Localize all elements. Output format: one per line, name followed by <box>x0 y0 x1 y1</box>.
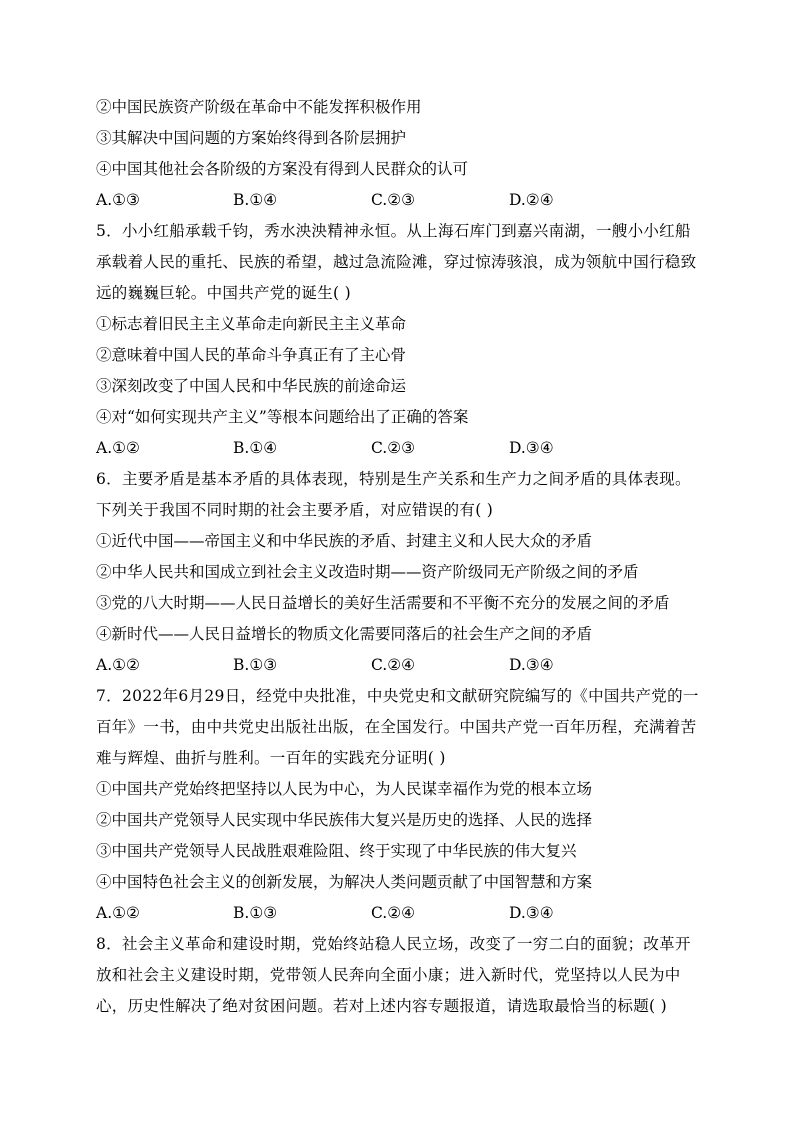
q8-stem: 8．社会主义革命和建设时期，党始终站稳人民立场，改变了一穷二白的面貌；改革开放和社会主义建设时期，党带领人民奔向全面小康；进入新时代，党坚持以人民为中心，历史性解决了绝对贫困问题。若对上述内容专题报道，请选取最恰当的标题( ) <box>96 935 691 1015</box>
question-content <box>96 92 706 1022</box>
q6-statement-1: ①近代中国——帝国主义和中华民族的矛盾、封建主义和人民大众的矛盾 <box>96 532 593 550</box>
question-7 <box>96 681 706 929</box>
q4-options <box>96 185 706 216</box>
q5-statement-4: ④对“如何实现共产主义”等根本问题给出了正确的答案 <box>96 408 469 426</box>
q5-option-a[interactable]: A.①② <box>96 439 140 457</box>
q6-option-c[interactable]: C.②④ <box>371 656 416 674</box>
q4-statement-2: ②中国民族资产阶级在革命中不能发挥积极作用 <box>96 98 422 116</box>
q6-statement-4: ④新时代——人民日益增长的物质文化需要同落后的社会生产之间的矛盾 <box>96 625 593 643</box>
q4-option-d[interactable]: D.②④ <box>509 191 554 209</box>
q5-option-d[interactable]: D.③④ <box>509 439 554 457</box>
q4-option-b[interactable]: B.①④ <box>233 191 278 209</box>
question-4 <box>96 92 706 216</box>
q4-option-a[interactable]: A.①③ <box>96 191 140 209</box>
q5-statement-3: ③深刻改变了中国人民和中华民族的前途命运 <box>96 377 407 395</box>
q5-option-b[interactable]: B.①④ <box>233 439 278 457</box>
q4-option-c[interactable]: C.②③ <box>371 191 416 209</box>
q5-statement-1: ①标志着旧民主主义革命走向新民主主义革命 <box>96 315 407 333</box>
q6-statement-3: ③党的八大时期——人民日益增长的美好生活需要和不平衡不充分的发展之间的矛盾 <box>96 594 670 612</box>
q6-option-a[interactable]: A.①② <box>96 656 140 674</box>
q7-statement-1: ①中国共产党始终把坚持以人民为中心，为人民谋幸福作为党的根本立场 <box>96 780 593 798</box>
q6-option-d[interactable]: D.③④ <box>509 656 554 674</box>
q5-stem: 5．小小红船承载千钧，秀水泱泱精神永恒。从上海石库门到嘉兴南湖，一艘小小红船承载着人民的重托、民族的希望，越过急流险滩，穿过惊涛骇浪，成为领航中国行稳致远的巍巍巨轮。中国共产党的诞生( ) <box>96 222 697 302</box>
question-6 <box>96 464 706 681</box>
q7-statement-3: ③中国共产党领导人民战胜艰难险阻、终于实现了中华民族的伟大复兴 <box>96 842 577 860</box>
q5-options <box>96 433 706 464</box>
q7-option-c[interactable]: C.②④ <box>371 904 416 922</box>
q6-stem: 6．主要矛盾是基本矛盾的具体表现，特别是生产关系和生产力之间矛盾的具体表现。下列关于我国不同时期的社会主要矛盾，对应错误的有( ) <box>96 470 691 519</box>
q7-statement-2: ②中国共产党领导人民实现中华民族伟大复兴是历史的选择、人民的选择 <box>96 811 593 829</box>
question-8 <box>96 929 706 1022</box>
q7-options <box>96 898 706 929</box>
q7-option-d[interactable]: D.③④ <box>509 904 554 922</box>
q7-option-b[interactable]: B.①③ <box>233 904 278 922</box>
q6-statement-2: ②中华人民共和国成立到社会主义改造时期——资产阶级同无产阶级之间的矛盾 <box>96 563 639 581</box>
q4-statement-3: ③其解决中国问题的方案始终得到各阶层拥护 <box>96 129 407 147</box>
q7-statement-4: ④中国特色社会主义的创新发展，为解决人类问题贡献了中国智慧和方案 <box>96 873 593 891</box>
q5-statement-2: ②意味着中国人民的革命斗争真正有了主心骨 <box>96 346 407 364</box>
q6-option-b[interactable]: B.①③ <box>233 656 278 674</box>
q4-statement-4: ④中国其他社会各阶级的方案没有得到人民群众的认可 <box>96 160 469 178</box>
q6-options <box>96 650 706 681</box>
question-5 <box>96 216 706 464</box>
q5-option-c[interactable]: C.②③ <box>371 439 416 457</box>
q7-stem: 7．2022年6月29日，经党中央批准，中央党史和文献研究院编写的《中国共产党的一百年》一书，由中共党史出版社出版，在全国发行。中国共产党一百年历程，充满着苦难与辉煌、曲折与胜利。一百年的实践充分证明( ) <box>96 687 699 767</box>
q7-option-a[interactable]: A.①② <box>96 904 140 922</box>
